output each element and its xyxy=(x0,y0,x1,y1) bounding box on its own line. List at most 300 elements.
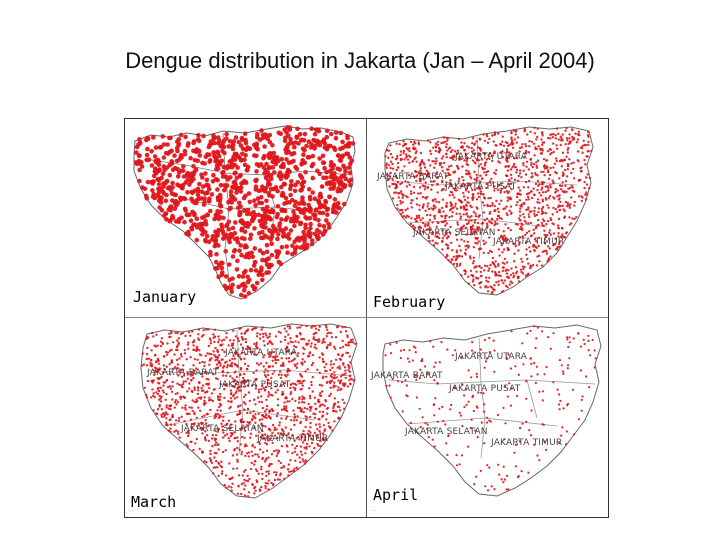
case-dot xyxy=(303,401,305,403)
case-dot xyxy=(541,144,543,146)
case-dot xyxy=(224,184,229,189)
case-dot xyxy=(302,148,307,153)
case-dot xyxy=(572,162,574,164)
case-dot xyxy=(505,174,507,176)
case-dot xyxy=(535,337,537,339)
case-dot xyxy=(249,400,251,402)
case-dot xyxy=(441,157,443,159)
case-dot xyxy=(212,400,214,402)
case-dot xyxy=(150,163,155,168)
case-dot xyxy=(293,251,298,256)
case-dot xyxy=(303,132,308,137)
case-dot xyxy=(456,165,458,167)
case-dot xyxy=(316,428,318,430)
case-dot xyxy=(552,207,554,209)
case-dot xyxy=(199,362,201,364)
case-dot xyxy=(239,143,244,148)
case-dot xyxy=(388,164,390,166)
case-dot xyxy=(312,354,314,356)
case-dot xyxy=(462,192,464,194)
case-dot xyxy=(264,176,269,181)
case-dot xyxy=(243,396,245,398)
case-dot xyxy=(172,153,177,158)
case-dot xyxy=(223,234,228,239)
case-dot xyxy=(475,140,477,142)
case-dot xyxy=(225,474,227,476)
case-dot xyxy=(342,362,344,364)
case-dot xyxy=(304,407,306,409)
case-dot xyxy=(546,185,548,187)
case-dot xyxy=(317,399,319,401)
case-dot xyxy=(222,436,224,438)
case-dot xyxy=(469,175,471,177)
case-dot xyxy=(314,127,319,132)
case-dot xyxy=(262,451,264,453)
case-dot xyxy=(559,205,561,207)
case-dot xyxy=(501,218,503,220)
case-dot xyxy=(340,379,342,381)
case-dot xyxy=(159,145,164,150)
case-dot xyxy=(333,197,338,202)
case-dot xyxy=(224,287,229,292)
case-dot xyxy=(497,208,499,210)
case-dot xyxy=(586,173,588,175)
case-dot xyxy=(229,339,231,341)
case-dot xyxy=(243,488,245,490)
case-dot xyxy=(182,332,184,334)
case-dot xyxy=(269,365,271,367)
case-dot xyxy=(338,365,340,367)
case-dot xyxy=(339,358,341,360)
case-dot xyxy=(165,417,167,419)
case-dot xyxy=(486,135,488,137)
case-dot xyxy=(328,395,330,397)
case-dot xyxy=(238,474,240,476)
case-dot xyxy=(517,136,519,138)
case-dot xyxy=(330,363,332,365)
case-dot xyxy=(428,208,430,210)
case-dot xyxy=(527,196,529,198)
case-dot xyxy=(498,215,500,217)
case-dot xyxy=(245,168,250,173)
case-dot xyxy=(296,363,298,365)
region-label-timur: JAKARTA TIMUR xyxy=(257,434,329,444)
case-dot xyxy=(463,149,465,151)
case-dot xyxy=(279,371,281,373)
case-dot xyxy=(337,389,339,391)
case-dot xyxy=(251,483,253,485)
case-dot xyxy=(529,211,531,213)
case-dot xyxy=(205,439,207,441)
case-dot xyxy=(158,399,160,401)
case-dot xyxy=(572,186,574,188)
case-dot xyxy=(386,167,388,169)
case-dot xyxy=(274,185,279,190)
case-dot xyxy=(322,376,324,378)
case-dot xyxy=(390,161,392,163)
case-dot xyxy=(287,468,289,470)
case-dot xyxy=(307,187,312,192)
case-dot xyxy=(476,376,478,378)
case-dot xyxy=(386,149,388,151)
case-dot xyxy=(417,192,419,194)
case-dot xyxy=(556,248,558,250)
case-dot xyxy=(510,174,512,176)
case-dot xyxy=(241,436,243,438)
case-dot xyxy=(220,266,225,271)
case-dot xyxy=(299,326,301,328)
case-dot xyxy=(581,410,583,412)
case-dot xyxy=(475,266,477,268)
case-dot xyxy=(418,209,420,211)
case-dot xyxy=(259,337,261,339)
case-dot xyxy=(542,399,544,401)
case-dot xyxy=(241,338,243,340)
case-dot xyxy=(265,250,270,255)
case-dot xyxy=(305,344,307,346)
case-dot xyxy=(478,265,480,267)
case-dot xyxy=(486,265,488,267)
case-dot xyxy=(182,383,184,385)
case-dot xyxy=(433,244,435,246)
case-dot xyxy=(435,160,437,162)
case-dot xyxy=(313,333,315,335)
case-dot xyxy=(535,138,537,140)
case-dot xyxy=(585,144,587,146)
case-dot xyxy=(348,161,353,166)
case-dot xyxy=(254,453,256,455)
case-dot xyxy=(566,175,568,177)
case-dot xyxy=(478,196,480,198)
case-dot xyxy=(179,436,181,438)
case-dot xyxy=(285,407,287,409)
case-dot xyxy=(195,350,197,352)
case-dot xyxy=(244,443,246,445)
case-dot xyxy=(549,195,551,197)
case-dot xyxy=(482,201,484,203)
case-dot xyxy=(201,416,203,418)
case-dot xyxy=(548,178,550,180)
case-dot xyxy=(230,486,232,488)
case-dot xyxy=(286,415,288,417)
case-dot xyxy=(314,207,319,212)
case-dot xyxy=(438,408,440,410)
case-dot xyxy=(403,349,405,351)
case-dot xyxy=(182,364,184,366)
case-dot xyxy=(272,373,274,375)
case-dot xyxy=(344,372,346,374)
case-dot xyxy=(326,329,328,331)
case-dot xyxy=(530,330,532,332)
case-dot xyxy=(165,351,167,353)
case-dot xyxy=(543,181,545,183)
case-dot xyxy=(262,415,264,417)
case-dot xyxy=(236,205,241,210)
case-dot xyxy=(347,364,349,366)
case-dot xyxy=(424,365,426,367)
case-dot xyxy=(198,339,200,341)
case-dot xyxy=(510,267,512,269)
case-dot xyxy=(472,197,474,199)
case-dot xyxy=(242,421,244,423)
case-dot xyxy=(228,139,233,144)
case-dot xyxy=(156,413,158,415)
case-dot xyxy=(213,239,218,244)
case-dot xyxy=(301,388,303,390)
case-dot xyxy=(385,385,387,387)
case-dot xyxy=(447,168,449,170)
case-dot xyxy=(503,145,505,147)
case-dot xyxy=(521,423,523,425)
case-dot xyxy=(466,212,468,214)
case-dot xyxy=(283,465,285,467)
case-dot xyxy=(301,401,303,403)
case-dot xyxy=(453,196,455,198)
case-dot xyxy=(343,408,345,410)
case-dot xyxy=(347,155,352,160)
case-dot xyxy=(511,142,513,144)
case-dot xyxy=(186,390,188,392)
case-dot xyxy=(314,417,316,419)
case-dot xyxy=(538,207,540,209)
case-dot xyxy=(565,191,567,193)
case-dot xyxy=(456,208,458,210)
case-dot xyxy=(396,157,398,159)
case-dot xyxy=(459,213,461,215)
case-dot xyxy=(589,354,591,356)
case-dot xyxy=(305,208,310,213)
case-dot xyxy=(510,198,512,200)
case-dot xyxy=(495,200,497,202)
case-dot xyxy=(237,493,239,495)
case-dot xyxy=(222,420,224,422)
case-dot xyxy=(276,204,281,209)
case-dot xyxy=(488,138,490,140)
case-dot xyxy=(244,394,246,396)
case-dot xyxy=(519,169,521,171)
case-dot xyxy=(558,177,560,179)
case-dot xyxy=(491,134,493,136)
case-dot xyxy=(407,208,409,210)
case-dot xyxy=(547,171,549,173)
case-dot xyxy=(410,422,412,424)
case-dot xyxy=(220,229,225,234)
case-dot xyxy=(137,179,142,184)
case-dot xyxy=(319,372,321,374)
case-dot xyxy=(201,335,203,337)
case-dot xyxy=(522,272,524,274)
case-dot xyxy=(567,151,569,153)
case-dot xyxy=(236,364,238,366)
case-dot xyxy=(322,414,324,416)
case-dot xyxy=(528,198,530,200)
case-dot xyxy=(457,223,459,225)
case-dot xyxy=(268,479,270,481)
case-dot xyxy=(274,359,276,361)
case-dot xyxy=(309,409,311,411)
case-dot xyxy=(309,422,311,424)
case-dot xyxy=(228,462,230,464)
case-dot xyxy=(498,203,500,205)
case-dot xyxy=(213,456,215,458)
case-dot xyxy=(176,174,181,179)
case-dot xyxy=(292,151,297,156)
case-dot xyxy=(484,367,486,369)
case-dot xyxy=(260,395,262,397)
case-dot xyxy=(400,150,402,152)
case-dot xyxy=(176,346,178,348)
case-dot xyxy=(540,188,542,190)
case-dot xyxy=(339,382,341,384)
case-dot xyxy=(264,485,266,487)
case-dot xyxy=(533,127,535,129)
case-dot xyxy=(445,146,447,148)
case-dot xyxy=(241,418,243,420)
case-dot xyxy=(325,129,330,134)
case-dot xyxy=(289,459,291,461)
case-dot xyxy=(455,203,457,205)
case-dot xyxy=(480,470,482,472)
case-dot xyxy=(581,399,583,401)
case-dot xyxy=(431,221,433,223)
case-dot xyxy=(427,139,429,141)
case-dot xyxy=(190,419,192,421)
case-dot xyxy=(485,241,487,243)
case-dot xyxy=(227,262,232,267)
case-dot xyxy=(406,196,408,198)
case-dot xyxy=(566,430,568,432)
case-dot xyxy=(270,482,272,484)
case-dot xyxy=(465,253,467,255)
case-dot xyxy=(553,232,555,234)
case-dot xyxy=(144,158,149,163)
case-dot xyxy=(196,187,201,192)
case-dot xyxy=(268,229,273,234)
case-dot xyxy=(304,370,306,372)
case-dot xyxy=(388,150,390,152)
case-dot xyxy=(400,213,402,215)
case-dot xyxy=(445,153,447,155)
case-dot xyxy=(234,420,236,422)
case-dot xyxy=(166,404,168,406)
case-dot xyxy=(173,424,175,426)
case-dot xyxy=(458,178,460,180)
case-dot xyxy=(271,394,273,396)
case-dot xyxy=(292,409,294,411)
case-dot xyxy=(275,362,277,364)
case-dot xyxy=(526,258,528,260)
case-dot xyxy=(196,193,201,198)
case-dot xyxy=(180,396,182,398)
case-dot xyxy=(246,368,248,370)
case-dot xyxy=(519,172,521,174)
case-dot xyxy=(396,207,398,209)
case-dot xyxy=(154,396,156,398)
case-dot xyxy=(254,179,259,184)
case-dot xyxy=(304,361,306,363)
case-dot xyxy=(302,138,307,143)
case-dot xyxy=(444,215,446,217)
case-dot xyxy=(144,387,146,389)
case-dot xyxy=(483,197,485,199)
case-dot xyxy=(298,382,300,384)
case-dot xyxy=(264,162,269,167)
case-dot xyxy=(528,151,530,153)
case-dot xyxy=(550,167,552,169)
case-dot xyxy=(215,452,217,454)
case-dot xyxy=(245,252,250,257)
case-dot xyxy=(224,274,229,279)
case-dot xyxy=(322,354,324,356)
case-dot xyxy=(221,216,226,221)
case-dot xyxy=(533,362,535,364)
case-dot xyxy=(410,141,412,143)
case-dot xyxy=(336,179,341,184)
case-dot xyxy=(536,167,538,169)
case-dot xyxy=(253,463,255,465)
case-dot xyxy=(533,163,535,165)
case-dot xyxy=(542,171,544,173)
case-dot xyxy=(231,358,233,360)
case-dot xyxy=(334,403,336,405)
case-dot xyxy=(530,162,532,164)
case-dot xyxy=(262,333,264,335)
case-dot xyxy=(538,459,540,461)
case-dot xyxy=(348,171,353,176)
case-dot xyxy=(559,209,561,211)
case-dot xyxy=(402,197,404,199)
case-dot xyxy=(543,230,545,232)
case-dot xyxy=(300,451,302,453)
map-panel-january xyxy=(125,119,366,318)
case-dot xyxy=(409,349,411,351)
case-dot xyxy=(242,474,244,476)
case-dot xyxy=(391,156,393,158)
case-dot xyxy=(453,171,455,173)
case-dot xyxy=(259,188,264,193)
case-dot xyxy=(205,328,207,330)
case-dot xyxy=(278,374,280,376)
case-dot xyxy=(398,196,400,198)
case-dot xyxy=(533,249,535,251)
case-dot xyxy=(466,201,468,203)
case-dot xyxy=(429,150,431,152)
case-dot xyxy=(296,445,298,447)
case-dot xyxy=(246,412,248,414)
case-dot xyxy=(491,202,493,204)
case-dot xyxy=(417,141,419,143)
case-dot xyxy=(250,255,255,260)
case-dot xyxy=(407,158,409,160)
case-dot xyxy=(168,363,170,365)
case-dot xyxy=(179,196,184,201)
case-dot xyxy=(459,463,461,465)
case-dot xyxy=(277,359,279,361)
case-dot xyxy=(296,419,298,421)
case-dot xyxy=(463,208,465,210)
case-dot xyxy=(252,410,254,412)
case-dot xyxy=(546,159,548,161)
case-dot xyxy=(248,491,250,493)
case-dot xyxy=(299,373,301,375)
case-dot xyxy=(477,277,479,279)
case-dot xyxy=(302,430,304,432)
case-dot xyxy=(165,379,167,381)
case-dot xyxy=(316,199,321,204)
case-dot xyxy=(437,144,439,146)
region-label-utara: JAKARTA UTARA xyxy=(455,152,528,162)
case-dot xyxy=(476,208,478,210)
